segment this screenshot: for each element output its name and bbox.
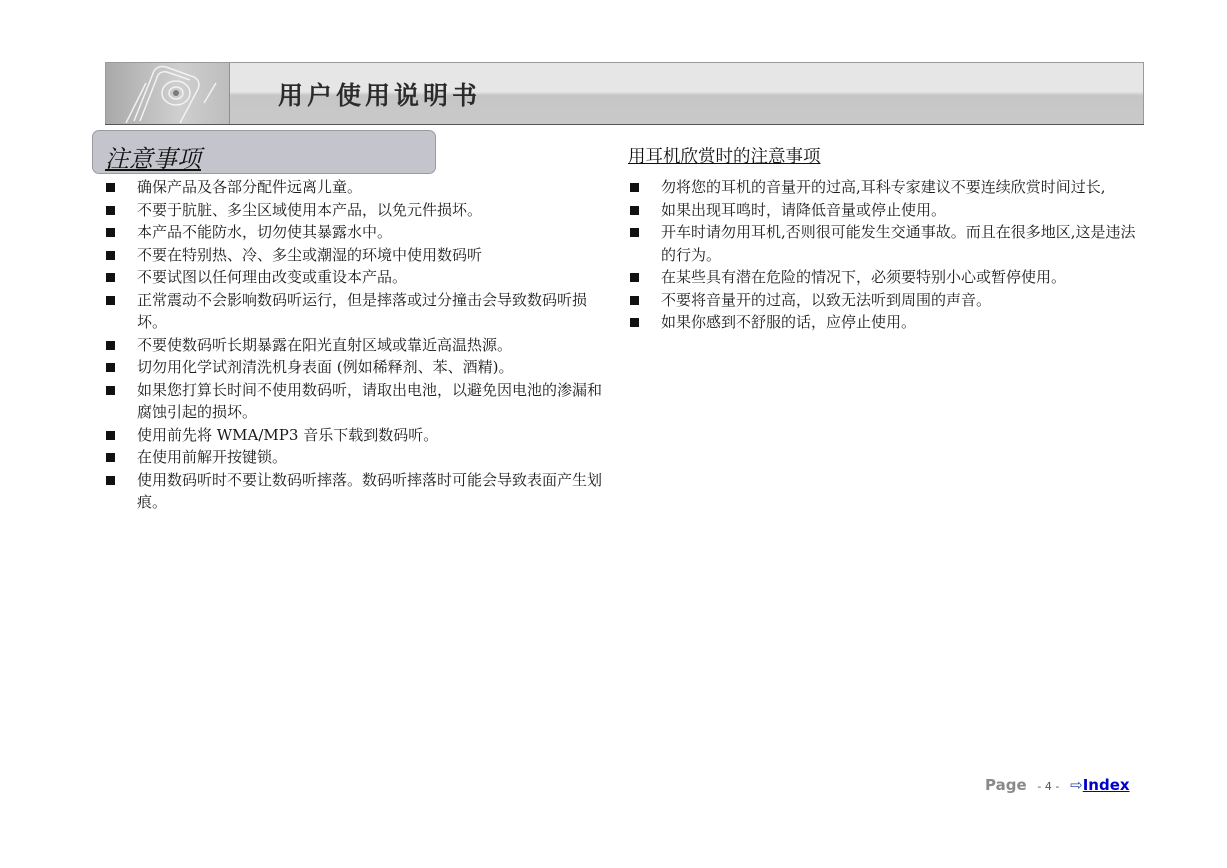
list-item-text: 不要在特别热、冷、多尘或潮湿的环境中使用数码听 [137, 245, 483, 264]
list-item-text: 切勿用化学试剂清洗机身表面 (例如稀释剂、苯、酒精)。 [137, 358, 514, 376]
square-bullet-icon [106, 273, 115, 282]
square-bullet-icon [630, 228, 639, 237]
list-item-text: 使用前先将 WMA/MP3 音乐下载到数码听。 [137, 425, 439, 444]
square-bullet-icon [630, 318, 639, 327]
square-bullet-icon [106, 476, 115, 485]
page-label: Page [985, 776, 1027, 794]
square-bullet-icon [106, 228, 115, 237]
list-item-text: 确保产品及各部分配件远离儿童。 [137, 178, 363, 196]
list-item [629, 266, 1144, 289]
right-precaution-list [629, 176, 1144, 334]
list-item [629, 176, 1144, 199]
list-item-text: 不要于肮脏、多尘区域使用本产品，以免元件损坏。 [137, 200, 483, 219]
list-item [105, 446, 605, 469]
list-item-text: 不要将音量开的过高，以致无法听到周围的声音。 [661, 290, 992, 309]
square-bullet-icon [630, 183, 639, 192]
list-item-text: 不要试图以任何理由改变或重设本产品。 [137, 268, 408, 286]
page-footer [985, 776, 1130, 794]
square-bullet-icon [630, 206, 639, 215]
page-number: - 4 - [1037, 780, 1060, 793]
left-precaution-list [105, 176, 605, 514]
square-bullet-icon [106, 363, 115, 372]
list-item [629, 199, 1144, 222]
square-bullet-icon [106, 206, 115, 215]
list-item [629, 311, 1144, 334]
list-item [105, 424, 605, 447]
list-item [105, 289, 605, 334]
list-item [105, 469, 605, 514]
list-item-text: 在某些具有潜在危险的情况下，必须要特别小心或暂停使用。 [661, 268, 1067, 286]
list-item [105, 379, 605, 424]
header-divider [105, 124, 1144, 125]
list-item [105, 221, 605, 244]
square-bullet-icon [106, 386, 115, 395]
list-item [105, 176, 605, 199]
list-item [629, 221, 1144, 266]
index-link[interactable]: Index [1082, 776, 1130, 794]
list-item-text: 如果你感到不舒服的话，应停止使用。 [661, 313, 917, 331]
list-item-text: 如果出现耳鸣时，请降低音量或停止使用。 [661, 200, 947, 219]
square-bullet-icon [106, 431, 115, 440]
section-header-box [92, 130, 436, 174]
right-section-title: 用耳机欣赏时的注意事项 [628, 147, 821, 167]
square-bullet-icon [106, 341, 115, 350]
square-bullet-icon [106, 183, 115, 192]
header-banner [105, 62, 1144, 125]
list-item-text: 在使用前解开按键锁。 [137, 448, 288, 466]
list-item-text: 正常震动不会影响数码听运行，但是摔落或过分撞击会导致数码听损坏。 [137, 290, 588, 331]
list-item [105, 199, 605, 222]
list-item [105, 334, 605, 357]
list-item-text: 本产品不能防水，切勿使其暴露水中。 [137, 223, 393, 241]
device-illustration [106, 63, 230, 124]
list-item [629, 289, 1144, 312]
list-item-text: 如果您打算长时间不使用数码听，请取出电池，以避免因电池的渗漏和腐蚀引起的损坏。 [137, 380, 603, 421]
document-title: 用户使用说明书 [278, 81, 482, 110]
square-bullet-icon [106, 251, 115, 260]
square-bullet-icon [106, 453, 115, 462]
list-item-text: 开车时请勿用耳机,否则很可能发生交通事故。而且在很多地区,这是违法的行为。 [661, 223, 1136, 264]
arrow-right-icon: ⇨ [1070, 776, 1083, 794]
left-section-title: 注意事项 [105, 145, 201, 173]
list-item [105, 356, 605, 379]
square-bullet-icon [106, 296, 115, 305]
list-item [105, 266, 605, 289]
square-bullet-icon [630, 273, 639, 282]
list-item [105, 244, 605, 267]
square-bullet-icon [630, 296, 639, 305]
list-item-text: 不要使数码听长期暴露在阳光直射区域或靠近高温热源。 [137, 335, 513, 354]
list-item-text: 勿将您的耳机的音量开的过高,耳科专家建议不要连续欣赏时间过长, [661, 178, 1106, 196]
list-item-text: 使用数码听时不要让数码听摔落。数码听摔落时可能会导致表面产生划痕。 [137, 470, 603, 511]
mp3-player-icon [106, 63, 229, 124]
